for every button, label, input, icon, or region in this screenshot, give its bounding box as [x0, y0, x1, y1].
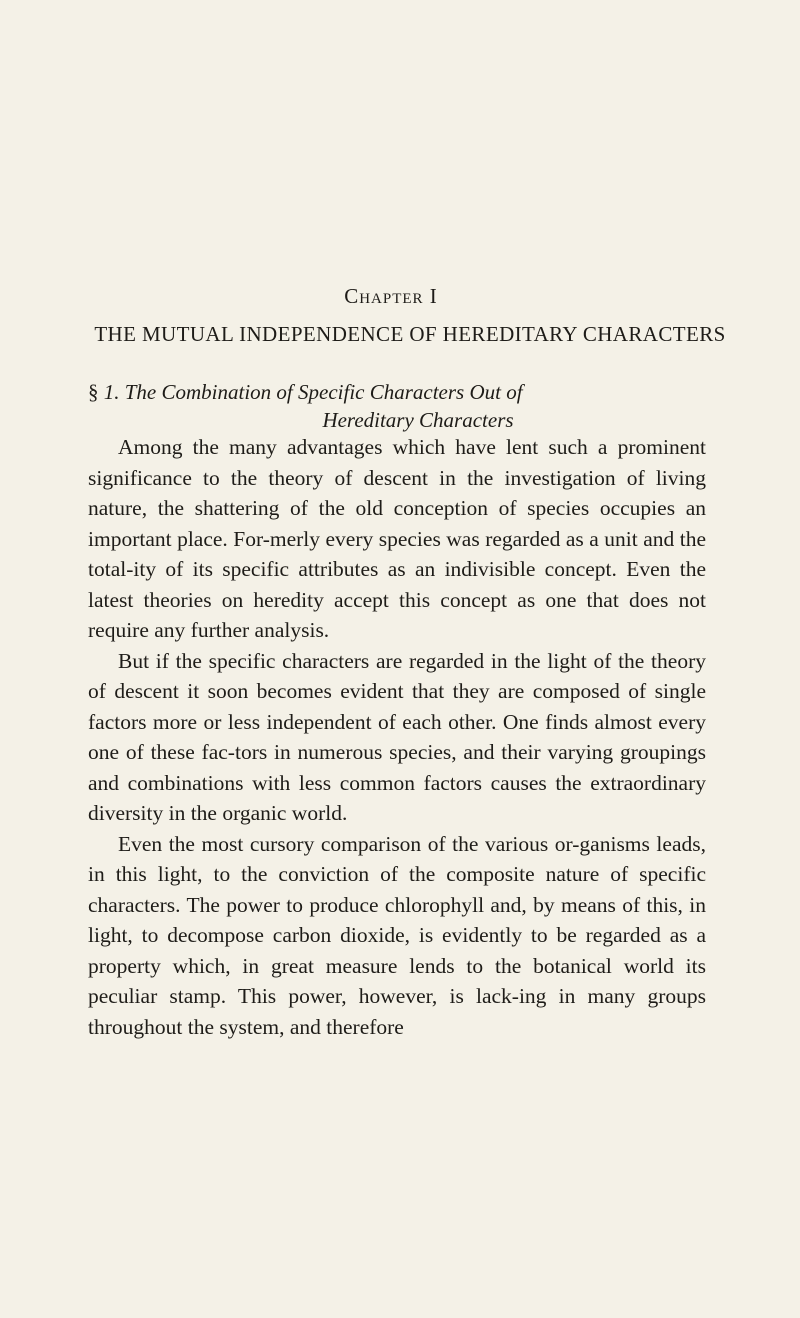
paragraph-3: Even the most cursory comparison of the various or-ganisms leads, in this light, to the conviction of the composite nature of specific characters. The power to produce chlorophyll and, by means of this, in light, to decompose carbon dioxide, is evidently to be regarded as a property which, in great measure lends to the botanical world its peculiar stamp. This power, however, is lack-ing in many groups throughout the system, and therefore: [88, 831, 706, 1039]
body-text: [88, 432, 706, 1042]
chapter-title: THE MUTUAL INDEPENDENCE OF HEREDITARY CHARACTERS: [94, 322, 726, 346]
paragraph-2: But if the specific characters are regarded in the light of the theory of descent it soon becomes evident that they are composed of single factors more or less independent of each other. One finds almost every one of these fac-tors in numerous species, and their varying groupings and combinations with less common factors causes the extraordinary diversity in the organic world.: [88, 648, 706, 825]
section-symbol: §: [88, 380, 99, 404]
chapter-label: Chapter I: [344, 284, 438, 308]
paragraph-1: Among the many advantages which have lent such a prominent significance to the theory of descent in the investigation of living nature, the shattering of the old conception of species occupies an important place. For-merly every species was regarded as a unit and the total-ity of its specific attributes as an indivisible concept. Even the latest theories on heredity accept this concept as one that does not require any further analysis.: [88, 435, 706, 642]
section-heading-line2: [88, 406, 738, 434]
section-heading: [88, 378, 738, 434]
section-title-line1: The Combination of Specific Characters Out of: [124, 380, 523, 404]
section-heading-line1: [88, 378, 738, 406]
section-number: 1.: [103, 380, 120, 404]
section-title-line2: Hereditary Characters: [322, 408, 514, 432]
